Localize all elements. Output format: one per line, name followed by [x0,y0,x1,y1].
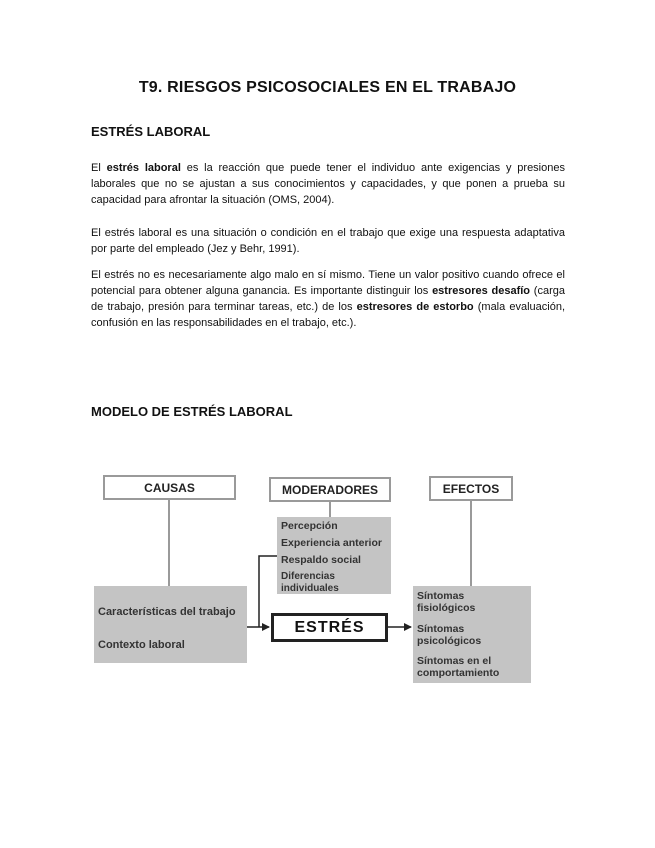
page-title: T9. RIESGOS PSICOSOCIALES EN EL TRABAJO [138,79,517,96]
moderadores-box: MODERADORES [269,477,391,502]
efecto-item: Síntomas en el comportamiento [417,655,500,679]
efectos-box: EFECTOS [429,476,513,501]
moderador-item: Experiencia anterior [281,537,382,549]
section-heading-estres-laboral: ESTRÉS LABORAL [91,124,211,139]
efecto-item: Síntomas psicológicos [417,623,482,647]
moderadores-arrow-line [259,556,277,627]
causas-box: CAUSAS [103,475,236,500]
paragraph-stressors: El estrés no es necesariamente algo malo en sí mismo. Tiene un valor positivo cuando ofrece el potencial para obtener alguna ganancia. Es importante distinguir los estresores desafío (carga de trabajo, presión para terminar tareas, etc.) de los estresores de estorbo (mala evaluación, confusión en las responsabilidades en el trabajo, etc.). [91,269,565,329]
moderador-item: Percepción [281,520,338,532]
estres-box: ESTRÉS [271,613,388,642]
causa-item: Contexto laboral [98,639,185,651]
moderador-item: Respaldo social [281,554,361,566]
causa-item: Características del trabajo [98,606,236,618]
section-heading-modelo: MODELO DE ESTRÉS LABORAL [91,404,293,419]
paragraph-situation: El estrés laboral es una situación o condición en el trabajo que exige una respuesta adaptativa por parte del empleado (Jez y Behr, 1991). [91,227,565,255]
paragraph-definition: El estrés laboral es la reacción que puede tener el individuo ante exigencias y presiones laborales que no se ajustan a sus conocimientos y capacidades, y que ponen a prueba su capacidad para afrontar la situación (OMS, 2004). [91,162,565,206]
efecto-item: Síntomas fisiológicos [417,590,476,614]
moderador-item: Diferencias individuales [281,571,339,594]
